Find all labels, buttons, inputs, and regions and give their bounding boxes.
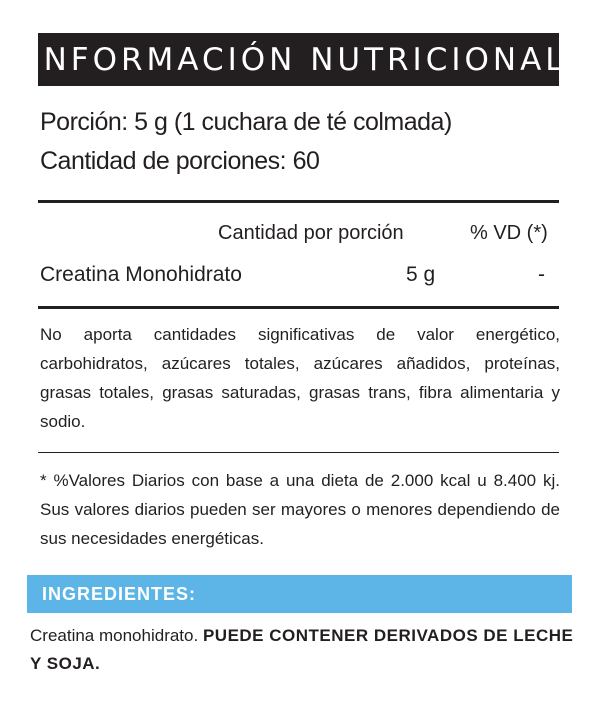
nutrient-name: Creatina Monohidrato bbox=[40, 263, 242, 286]
nutrition-title-text: INFORMACIÓN NUTRICIONAL bbox=[30, 41, 567, 78]
nutrient-amount: 5 g bbox=[406, 263, 436, 286]
allergen-warning: PUEDE CONTENER DERIVADOS DE LECHE Y SOJA. bbox=[30, 626, 574, 673]
divider-thick bbox=[38, 306, 559, 309]
nutrition-title bbox=[30, 33, 567, 86]
servings-count: Cantidad de porciones: 60 bbox=[40, 147, 320, 175]
ingredients-heading: INGREDIENTES: bbox=[42, 583, 197, 604]
ingredients-text: Creatina monohidrato. bbox=[30, 626, 199, 645]
column-header-amount: Cantidad por porción bbox=[218, 222, 404, 244]
no-significant-note: No aporta cantidades significativas de valor energético, carbohidratos, azúcares totales, azúcares añadidos, proteínas, grasas totales, grasas saturadas, grasas trans, fibra alimentaria y sodio. bbox=[40, 325, 560, 431]
divider-thin bbox=[38, 452, 559, 453]
ingredients-list bbox=[30, 622, 575, 678]
ingredients-heading-bar bbox=[27, 575, 572, 613]
nutrient-dv: - bbox=[538, 263, 545, 286]
daily-values-note: * %Valores Diarios con base a una dieta de 2.000 kcal u 8.400 kj. Sus valores diarios pueden ser mayores o menores dependiendo de sus necesidades energéticas. bbox=[40, 471, 560, 548]
divider-thick bbox=[38, 200, 559, 203]
serving-size: Porción: 5 g (1 cuchara de té colmada) bbox=[40, 108, 452, 136]
column-header-dv: % VD (*) bbox=[470, 222, 548, 244]
